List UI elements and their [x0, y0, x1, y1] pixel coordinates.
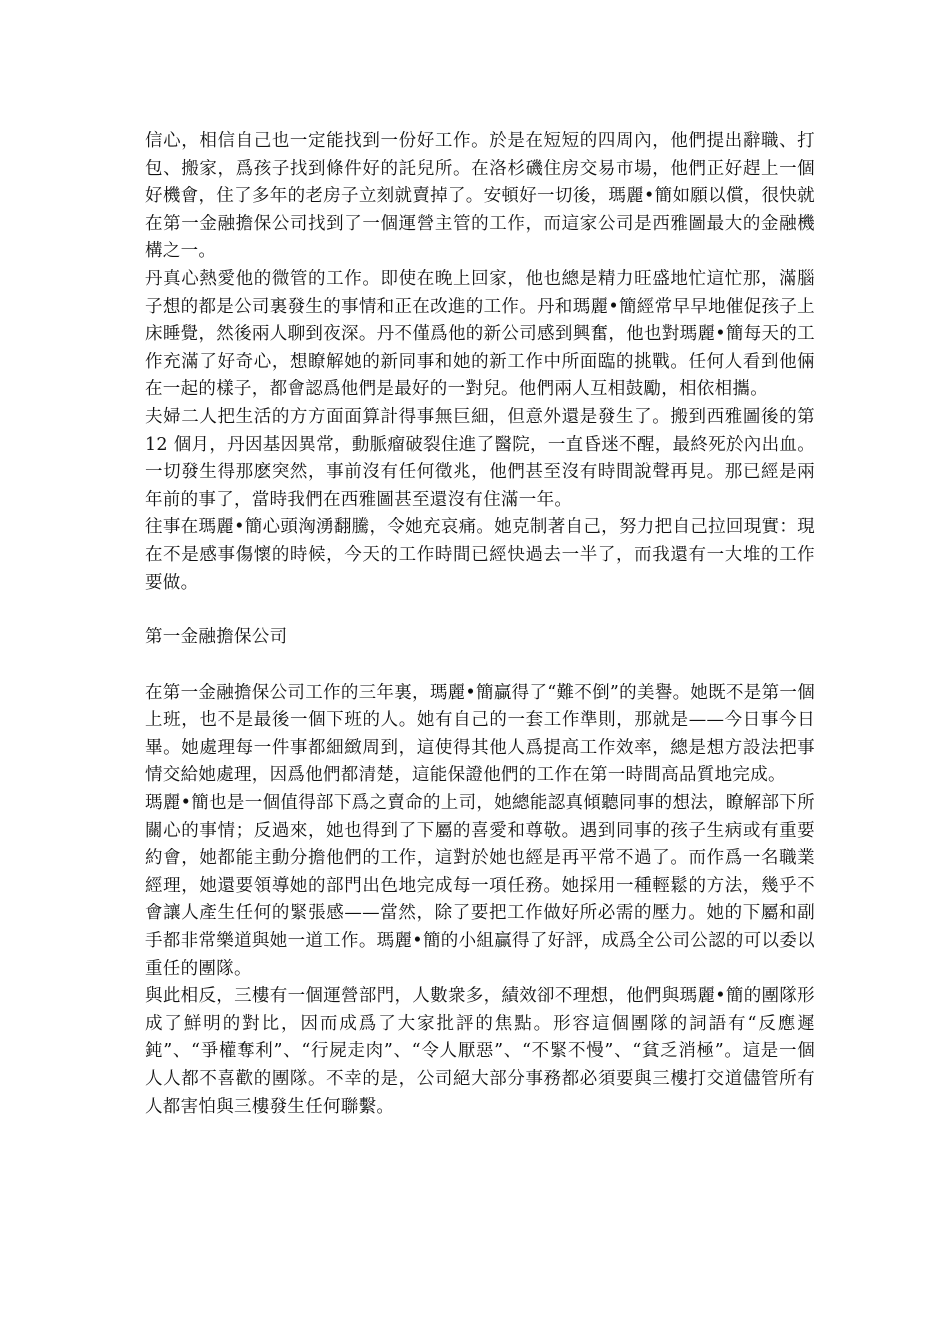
- section-heading: 第一金融擔保公司: [145, 627, 288, 648]
- paragraph-4: 往事在瑪麗•簡心頭洶湧翻騰，令她充哀痛。她克制著自己，努力把自己拉回現實：現在不是感事傷懷的時候，今天的工作時間已經快過去一半了，而我還有一大堆的工作要做。: [145, 517, 815, 593]
- document-page: [145, 128, 815, 1121]
- paragraph-7: 與此相反，三樓有一個運營部門，人數衆多，績效卻不理想，他們與瑪麗•簡的團隊形成了鮮明的對比，因而成爲了大家批評的焦點。形容這個團隊的詞語有“反應遲鈍”、“爭權奪利”、“行屍走肉”、“令人厭惡”、“不緊不慢”、“貧乏消極”。這是一個人人都不喜歡的團隊。不幸的是，公司絕大部分事務都必須要與三樓打交道儘管所有人都害怕與三樓發生任何聯繫。: [145, 986, 815, 1117]
- paragraph-1: 信心，相信自己也一定能找到一份好工作。於是在短短的四周內，他們提出辭職、打包、搬家，爲孩子找到條件好的託兒所。在洛杉磯住房交易市場，他們正好趕上一個好機會，住了多年的老房子立刻就賣掉了。安頓好一切後，瑪麗•簡如願以償，很快就在第一金融擔保公司找到了一個運營主管的工作，而這家公司是西雅圖最大的金融機構之一。: [145, 131, 815, 262]
- paragraph-6: 瑪麗•簡也是一個值得部下爲之賣命的上司，她總能認真傾聽同事的想法，瞭解部下所關心的事情；反過來，她也得到了下屬的喜愛和尊敬。遇到同事的孩子生病或有重要約會，她都能主動分擔他們的工作，這對於她也經是再平常不過了。而作爲一名職業經理，她還要領導她的部門出色地完成每一項任務。她採用一種輕鬆的方法，幾乎不會讓人產生任何的緊張感——當然，除了要把工作做好所必需的壓力。她的下屬和副手都非常樂道與她一道工作。瑪麗•簡的小組贏得了好評，成爲全公司公認的可以委以重任的團隊。: [145, 793, 815, 979]
- paragraph-2: 丹真心熱愛他的微管的工作。即使在晚上回家，他也總是精力旺盛地忙這忙那，滿腦子想的都是公司裏發生的事情和正在改進的工作。丹和瑪麗•簡經常早早地催促孩子上床睡覺，然後兩人聊到夜深。丹不僅爲他的新公司感到興奮，他也對瑪麗•簡每天的工作充滿了好奇心，想瞭解她的新同事和她的新工作中所面臨的挑戰。任何人看到他倆在一起的樣子，都會認爲他們是最好的一對兒。他們兩人互相鼓勵，相依相攜。: [145, 268, 815, 400]
- paragraph-5: 在第一金融擔保公司工作的三年裏，瑪麗•簡贏得了“難不倒”的美譽。她既不是第一個上班，也不是最後一個下班的人。她有自己的一套工作準則，那就是——今日事今日畢。她處理每一件事都細緻周到，這使得其他人爲提高工作效率，總是想方設法把事情交給她處理，因爲他們都清楚，這能保證他們的工作在第一時間高品質地完成。: [145, 682, 815, 786]
- paragraph-3: 夫婦二人把生活的方方面面算計得事無巨細，但意外還是發生了。搬到西雅圖後的第 12 個月，丹因基因異常，動脈瘤破裂住進了醫院，一直昏迷不醒，最終死於內出血。一切發生得那麽突然，事前沒有任何徵兆，他們甚至沒有時間說聲再見。那已經是兩年前的事了，當時我們在西雅圖甚至還沒有住滿一年。: [145, 406, 815, 510]
